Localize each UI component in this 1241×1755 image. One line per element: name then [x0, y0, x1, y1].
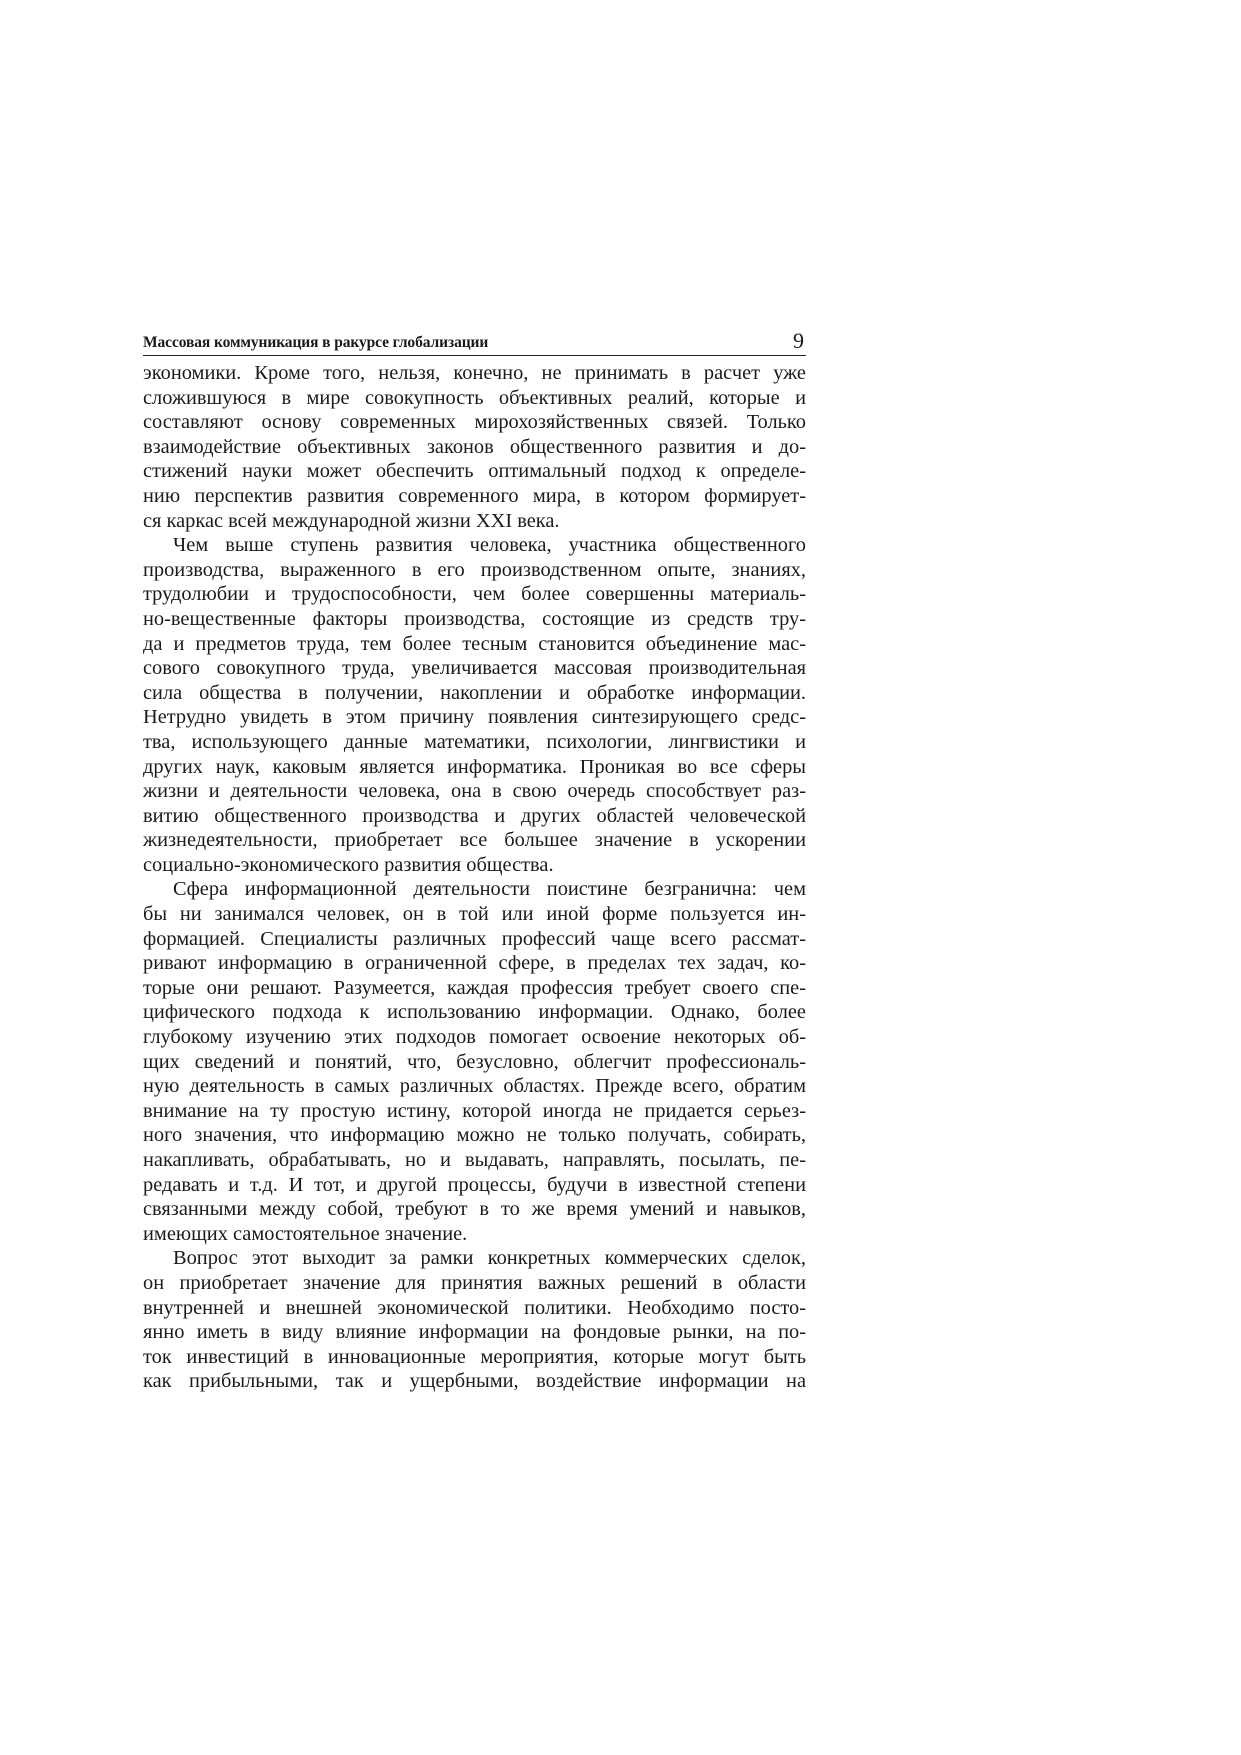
- text-line: но-вещественные факторы производства, состоящие из средств тру-: [143, 607, 806, 630]
- text-line: тва, использующего данные математики, психологии, лингвистики и: [143, 730, 806, 753]
- text-line: ривают информацию в ограниченной сфере, в пределах тех задач, ко-: [143, 952, 806, 975]
- text-line: ся каркас всей международной жизни XXI века.: [143, 509, 560, 532]
- text-line: как прибыльными, так и ущербными, воздействие информации на: [143, 1370, 806, 1393]
- text-line: глубокому изучению этих подходов помогает освоение некоторых об-: [143, 1026, 806, 1049]
- text-line: нию перспектив развития современного мира, в котором формирует-: [143, 484, 806, 507]
- text-line: сового совокупного труда, увеличивается массовая производительная: [143, 657, 806, 680]
- text-line: взаимодействие объективных законов общественного развития и до-: [143, 435, 806, 458]
- text-line: составляют основу современных мирохозяйственных связей. Только: [143, 411, 806, 434]
- text-line: накапливать, обрабатывать, но и выдавать, направлять, посылать, пе-: [143, 1149, 806, 1171]
- text-line: ток инвестиций в инновационные мероприятия, которые могут быть: [143, 1345, 806, 1368]
- text-line: стижений науки может обеспечить оптимальный подход к определе-: [143, 460, 806, 483]
- text-line: витию общественного производства и других областей человеческой: [143, 804, 806, 827]
- text-line: ную деятельность в самых различных областях. Прежде всего, обратим: [143, 1075, 806, 1098]
- text-line: внимание на ту простую истину, которой иногда не придается серьез-: [143, 1099, 806, 1122]
- text-line: редавать и т.д. И тот, и другой процессы, будучи в известной степени: [143, 1173, 806, 1196]
- text-line: сила общества в получении, накоплении и обработке информации.: [143, 681, 806, 704]
- text-line: щих сведений и понятий, что, безусловно, облегчит профессиональ-: [143, 1050, 806, 1073]
- text-line: трудолюбии и трудоспособности, чем более совершенны материаль-: [143, 583, 806, 606]
- text-line: других наук, каковым является информатика. Проникая во все сферы: [143, 755, 806, 778]
- page-number: 9: [793, 328, 804, 353]
- text-line: жизнедеятельности, приобретает все большее значение в ускорении: [143, 829, 806, 852]
- text-line: янно иметь в виду влияние информации на фондовые рынки, на по-: [143, 1321, 806, 1344]
- text-line: производства, выраженного в его производственном опыте, знаниях,: [143, 558, 806, 581]
- text-line: внутренней и внешней экономической политики. Необходимо посто-: [143, 1296, 806, 1319]
- paragraph: [143, 361, 806, 533]
- text-line: социально-экономического развития общества.: [143, 853, 554, 876]
- body-text: [143, 361, 806, 1394]
- text-line: Чем выше ступень развития человека, участника общественного: [173, 534, 806, 557]
- text-line: цифического подхода к использованию информации. Однако, более: [143, 1001, 806, 1024]
- book-page: [143, 326, 806, 1394]
- text-line: имеющих самостоятельное значение.: [143, 1222, 468, 1245]
- text-line: экономики. Кроме того, нельзя, конечно, не принимать в расчет уже: [143, 362, 806, 384]
- text-line: да и предметов труда, тем более тесным становится объединение мас-: [143, 632, 806, 655]
- text-line: торые они решают. Разумеется, каждая профессия требует своего спе-: [143, 976, 806, 999]
- paragraph: [143, 1246, 806, 1394]
- text-line: бы ни занимался человек, он в той или иной форме пользуется ин-: [143, 903, 806, 926]
- text-line: Вопрос этот выходит за рамки конкретных коммерческих сделок,: [173, 1247, 806, 1270]
- text-line: он приобретает значение для принятия важных решений в области: [143, 1271, 806, 1294]
- text-line: жизни и деятельности человека, она в свою очередь способствует раз-: [143, 780, 806, 803]
- text-line: Сфера информационной деятельности поистине безгранична: чем: [173, 878, 806, 901]
- text-line: связанными между собой, требуют в то же время умений и навыков,: [143, 1198, 806, 1221]
- running-title: Массовая коммуникация в ракурсе глобализации: [143, 334, 489, 351]
- running-head: [143, 326, 806, 356]
- paragraph: [143, 877, 806, 1246]
- text-line: ного значения, что информацию можно не только получать, собирать,: [143, 1124, 806, 1147]
- text-line: сложившуюся в мире совокупность объективных реалий, которые и: [143, 386, 806, 409]
- paragraph: [143, 533, 806, 877]
- text-line: Нетрудно увидеть в этом причину появления синтезирующего средс-: [143, 706, 806, 729]
- text-line: формацией. Специалисты различных профессий чаще всего рассмат-: [143, 927, 806, 950]
